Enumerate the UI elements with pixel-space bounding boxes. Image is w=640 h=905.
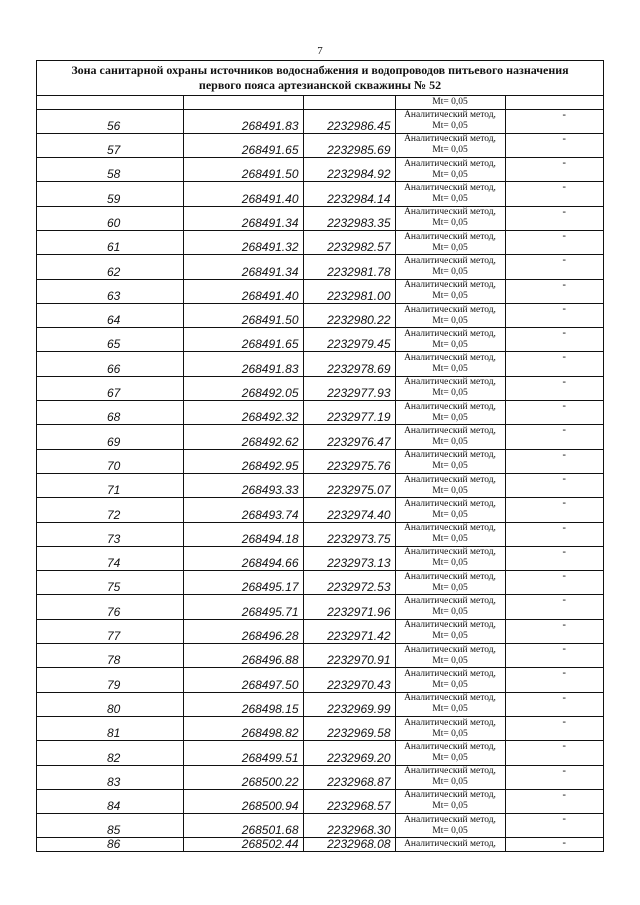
dash-mark: - (562, 400, 567, 413)
point-number: 76 (37, 595, 183, 619)
method-name: Аналитический метод, (404, 717, 496, 728)
dash-mark: - (562, 813, 567, 826)
method-cell (395, 133, 505, 157)
table-row (37, 741, 603, 765)
coord-x: 268491.40 (183, 279, 303, 303)
point-number: 66 (37, 352, 183, 376)
cell-empty (505, 96, 603, 109)
remarks-cell (505, 230, 603, 254)
table-row (37, 109, 603, 133)
method-cell (395, 692, 505, 716)
method-name: Аналитический метод, (404, 814, 496, 825)
method-name: Аналитический метод, (404, 353, 496, 364)
coord-x: 268491.32 (183, 230, 303, 254)
table-row (37, 158, 603, 182)
dash-mark: - (562, 789, 567, 801)
table-row (37, 814, 603, 838)
method-name: Аналитический метод, (404, 231, 496, 242)
coord-y: 2232979.45 (303, 328, 395, 352)
table-row (37, 376, 603, 400)
coord-y: 2232981.78 (303, 255, 395, 279)
point-number: 63 (37, 279, 183, 303)
method-accuracy: Mt= 0,05 (432, 801, 468, 812)
remarks-cell (505, 692, 603, 716)
method-cell (395, 789, 505, 813)
coord-y: 2232968.30 (303, 814, 395, 838)
document-title (37, 61, 603, 96)
point-number: 67 (37, 376, 183, 400)
method-name: Аналитический метод, (404, 571, 496, 582)
remarks-cell (505, 741, 603, 765)
coord-y: 2232971.96 (303, 595, 395, 619)
remarks-cell (505, 473, 603, 497)
method-accuracy: Mt= 0,05 (432, 121, 468, 132)
method-name: Аналитический метод, (404, 304, 496, 315)
method-accuracy: Mt= 0,05 (432, 194, 468, 205)
point-number: 79 (37, 668, 183, 692)
point-number: 58 (37, 158, 183, 182)
method-accuracy: Mt= 0,05 (432, 218, 468, 229)
dash-mark: - (562, 303, 567, 315)
point-number: 77 (37, 619, 183, 643)
point-number: 73 (37, 522, 183, 546)
remarks-cell (505, 644, 603, 668)
method-accuracy: Mt= 0,05 (432, 485, 468, 496)
method-name: Аналитический метод, (404, 158, 496, 169)
coord-x: 268492.62 (183, 425, 303, 449)
title-line-1: Зона санитарной охраны источников водоснабжения и водопроводов питьевого назначения (71, 63, 569, 77)
coord-x: 268495.17 (183, 571, 303, 595)
remarks-cell (505, 133, 603, 157)
coord-y: 2232968.87 (303, 765, 395, 789)
cell-empty (303, 96, 395, 109)
remarks-cell (505, 571, 603, 595)
method-name: Аналитический метод, (404, 668, 496, 679)
method-accuracy: Mt= 0,05 (432, 777, 468, 788)
title-line-2: первого пояса артезианской скважины № 52 (198, 78, 442, 92)
table-row (37, 328, 603, 352)
coord-x: 268501.68 (183, 814, 303, 838)
method-cell (395, 668, 505, 692)
coord-x: 268491.83 (183, 109, 303, 133)
dash-mark: - (562, 279, 567, 291)
table-row (37, 595, 603, 619)
table-row (37, 401, 603, 425)
table-row (37, 449, 603, 473)
point-number: 80 (37, 692, 183, 716)
point-number: 60 (37, 206, 183, 230)
table-row (37, 303, 603, 327)
remarks-cell (505, 279, 603, 303)
dash-mark: - (562, 667, 567, 680)
method-cell (395, 158, 505, 182)
dash-mark: - (562, 594, 567, 607)
table-row (37, 206, 603, 230)
table-row (37, 498, 603, 522)
table-row (37, 133, 603, 157)
coord-y: 2232975.76 (303, 449, 395, 473)
point-number: 82 (37, 741, 183, 765)
coord-y: 2232977.19 (303, 401, 395, 425)
coord-y: 2232968.08 (303, 838, 395, 852)
method-cell (395, 473, 505, 497)
method-accuracy: Mt= 0,05 (432, 679, 468, 690)
dash-mark: - (562, 133, 567, 145)
point-number: 61 (37, 230, 183, 254)
point-number: 65 (37, 328, 183, 352)
coord-x: 268492.05 (183, 376, 303, 400)
coord-y: 2232972.53 (303, 571, 395, 595)
method-cell (395, 255, 505, 279)
remarks-cell (505, 668, 603, 692)
coord-y: 2232970.43 (303, 668, 395, 692)
method-cell (395, 571, 505, 595)
table-row (37, 571, 603, 595)
remarks-cell (505, 522, 603, 546)
table-row (37, 473, 603, 497)
remarks-cell (505, 716, 603, 740)
table-row (37, 668, 603, 692)
coord-x: 268491.34 (183, 206, 303, 230)
dash-mark: - (562, 692, 567, 704)
dash-mark: - (562, 740, 567, 753)
method-name: Аналитический метод, (404, 839, 496, 850)
dash-mark: - (562, 837, 567, 850)
method-accuracy: Mt= 0,05 (432, 631, 468, 642)
method-accuracy: Mt= 0,05 (432, 96, 468, 107)
coord-y: 2232973.13 (303, 546, 395, 570)
coord-x: 268497.50 (183, 668, 303, 692)
method-accuracy: Mt= 0,05 (432, 291, 468, 302)
remarks-cell (505, 546, 603, 570)
table-row (37, 838, 603, 852)
cell-empty (183, 96, 303, 109)
coord-x: 268491.50 (183, 158, 303, 182)
method-accuracy: Mt= 0,05 (432, 412, 468, 423)
method-cell (395, 328, 505, 352)
dash-mark: - (562, 497, 567, 510)
method-cell (395, 303, 505, 327)
remarks-cell (505, 449, 603, 473)
coord-x: 268492.32 (183, 401, 303, 425)
method-cell (395, 96, 505, 109)
dash-mark: - (562, 619, 567, 631)
method-name: Аналитический метод, (404, 134, 496, 145)
table-row (37, 644, 603, 668)
coord-x: 268502.44 (183, 838, 303, 852)
method-cell (395, 498, 505, 522)
table-row (37, 352, 603, 376)
method-accuracy: Mt= 0,05 (432, 509, 468, 520)
coord-y: 2232969.58 (303, 716, 395, 740)
method-accuracy: Mt= 0,05 (432, 534, 468, 545)
method-cell (395, 279, 505, 303)
method-name: Аналитический метод, (404, 498, 496, 509)
remarks-cell (505, 376, 603, 400)
method-cell (395, 716, 505, 740)
coord-x: 268494.18 (183, 522, 303, 546)
dash-mark: - (562, 716, 567, 728)
table-row (37, 765, 603, 789)
method-accuracy: Mt= 0,05 (432, 388, 468, 399)
table-row (37, 546, 603, 570)
point-number: 84 (37, 789, 183, 813)
method-accuracy: Mt= 0,05 (432, 704, 468, 715)
coord-y: 2232969.99 (303, 692, 395, 716)
method-cell (395, 449, 505, 473)
method-name: Аналитический метод, (404, 474, 496, 485)
remarks-cell (505, 789, 603, 813)
remarks-cell (505, 765, 603, 789)
method-accuracy: Mt= 0,05 (432, 461, 468, 472)
method-cell (395, 401, 505, 425)
remarks-cell (505, 498, 603, 522)
method-name: Аналитический метод, (404, 377, 496, 388)
method-accuracy: Mt= 0,05 (432, 169, 468, 180)
method-cell (395, 182, 505, 206)
point-number: 74 (37, 546, 183, 570)
dash-mark: - (562, 230, 567, 242)
coordinates-sheet (36, 60, 604, 852)
coord-y: 2232968.57 (303, 789, 395, 813)
coord-y: 2232974.40 (303, 498, 395, 522)
point-number: 85 (37, 814, 183, 838)
point-number: 56 (37, 109, 183, 133)
method-cell (395, 765, 505, 789)
method-cell (395, 814, 505, 838)
method-cell (395, 352, 505, 376)
table-row (37, 716, 603, 740)
cell-empty (37, 96, 183, 109)
coord-y: 2232977.93 (303, 376, 395, 400)
method-cell (395, 838, 505, 852)
method-name: Аналитический метод, (404, 620, 496, 631)
coord-y: 2232986.45 (303, 109, 395, 133)
table-row (37, 425, 603, 449)
coord-x: 268493.74 (183, 498, 303, 522)
method-accuracy: Mt= 0,05 (432, 266, 468, 277)
point-number: 81 (37, 716, 183, 740)
method-name: Аналитический метод, (404, 450, 496, 461)
table-row (37, 692, 603, 716)
coord-x: 268498.15 (183, 692, 303, 716)
point-number: 71 (37, 473, 183, 497)
table-row (37, 230, 603, 254)
method-name: Аналитический метод, (404, 207, 496, 218)
dash-mark: - (562, 181, 567, 194)
point-number: 69 (37, 425, 183, 449)
remarks-cell (505, 158, 603, 182)
remarks-cell (505, 425, 603, 449)
method-name: Аналитический метод, (404, 110, 496, 121)
coord-x: 268492.95 (183, 449, 303, 473)
method-name: Аналитический метод, (404, 766, 496, 777)
method-accuracy: Mt= 0,05 (432, 437, 468, 447)
table-row-continuation (37, 96, 603, 109)
point-number: 57 (37, 133, 183, 157)
method-name: Аналитический метод, (404, 547, 496, 558)
method-cell (395, 546, 505, 570)
remarks-cell (505, 182, 603, 206)
coord-x: 268495.71 (183, 595, 303, 619)
coord-y: 2232985.69 (303, 133, 395, 157)
dash-mark: - (562, 424, 567, 437)
method-accuracy: Mt= 0,05 (432, 655, 468, 666)
table-row (37, 619, 603, 643)
coord-y: 2232981.00 (303, 279, 395, 303)
coord-y: 2232980.22 (303, 303, 395, 327)
coord-y: 2232984.92 (303, 158, 395, 182)
remarks-cell (505, 352, 603, 376)
remarks-cell (505, 595, 603, 619)
dash-mark: - (562, 376, 567, 388)
method-cell (395, 230, 505, 254)
coord-x: 268493.33 (183, 473, 303, 497)
method-name: Аналитический метод, (404, 523, 496, 534)
coord-x: 268496.28 (183, 619, 303, 643)
coord-x: 268500.22 (183, 765, 303, 789)
coord-x: 268491.83 (183, 352, 303, 376)
point-number: 72 (37, 498, 183, 522)
coord-x: 268491.65 (183, 328, 303, 352)
method-accuracy: Mt= 0,05 (432, 364, 468, 375)
coord-x: 268496.88 (183, 644, 303, 668)
point-number: 59 (37, 182, 183, 206)
point-number: 64 (37, 303, 183, 327)
method-name: Аналитический метод, (404, 644, 496, 655)
table-row (37, 279, 603, 303)
coord-x: 268491.34 (183, 255, 303, 279)
dash-mark: - (562, 109, 567, 121)
method-cell (395, 206, 505, 230)
page-number: 7 (317, 45, 323, 57)
coord-y: 2232982.57 (303, 230, 395, 254)
coordinates-table (37, 96, 603, 851)
dash-mark: - (562, 351, 567, 364)
dash-mark: - (562, 206, 567, 218)
dash-mark: - (562, 157, 567, 170)
remarks-cell (505, 838, 603, 852)
coord-y: 2232970.91 (303, 644, 395, 668)
table-row (37, 789, 603, 813)
method-accuracy: Mt= 0,05 (432, 558, 468, 569)
method-name: Аналитический метод, (404, 328, 496, 339)
method-name: Аналитический метод, (404, 693, 496, 704)
coord-y: 2232976.47 (303, 425, 395, 449)
method-accuracy: Mt= 0,05 (432, 315, 468, 326)
method-name: Аналитический метод, (404, 741, 496, 752)
dash-mark: - (562, 449, 567, 461)
table-row (37, 522, 603, 546)
method-accuracy: Mt= 0,05 (432, 752, 468, 763)
method-accuracy: Mt= 0,05 (432, 242, 468, 253)
method-name: Аналитический метод, (404, 401, 496, 412)
coordinates-table-body (37, 96, 603, 851)
dash-mark: - (562, 570, 567, 583)
dash-mark: - (562, 546, 567, 558)
coord-y: 2232983.35 (303, 206, 395, 230)
coord-x: 268494.66 (183, 546, 303, 570)
method-name: Аналитический метод, (404, 255, 496, 266)
point-number: 75 (37, 571, 183, 595)
table-row (37, 182, 603, 206)
coord-y: 2232975.07 (303, 473, 395, 497)
coord-y: 2232973.75 (303, 522, 395, 546)
coord-x: 268498.82 (183, 716, 303, 740)
remarks-cell (505, 206, 603, 230)
point-number: 78 (37, 644, 183, 668)
coord-x: 268491.65 (183, 133, 303, 157)
point-number: 68 (37, 401, 183, 425)
remarks-cell (505, 619, 603, 643)
method-name: Аналитический метод, (404, 426, 496, 436)
coord-y: 2232969.20 (303, 741, 395, 765)
method-accuracy: Mt= 0,05 (432, 582, 468, 593)
method-accuracy: Mt= 0,05 (432, 825, 468, 836)
dash-mark: - (562, 327, 567, 340)
remarks-cell (505, 303, 603, 327)
dash-mark: - (562, 473, 567, 485)
coord-x: 268491.50 (183, 303, 303, 327)
method-cell (395, 376, 505, 400)
dash-mark: - (562, 765, 567, 777)
remarks-cell (505, 109, 603, 133)
method-cell (395, 595, 505, 619)
dash-mark: - (562, 643, 567, 656)
coord-y: 2232978.69 (303, 352, 395, 376)
method-cell (395, 644, 505, 668)
coord-y: 2232984.14 (303, 182, 395, 206)
point-number: 70 (37, 449, 183, 473)
method-cell (395, 425, 505, 449)
table-row (37, 255, 603, 279)
point-number: 86 (37, 838, 183, 852)
method-cell (395, 109, 505, 133)
coord-x: 268500.94 (183, 789, 303, 813)
coord-x: 268491.40 (183, 182, 303, 206)
remarks-cell (505, 401, 603, 425)
method-accuracy: Mt= 0,05 (432, 145, 468, 156)
remarks-cell (505, 255, 603, 279)
method-accuracy: Mt= 0,05 (432, 728, 468, 739)
method-accuracy: Mt= 0,05 (432, 339, 468, 350)
method-name: Аналитический метод, (404, 790, 496, 801)
remarks-cell (505, 328, 603, 352)
method-cell (395, 741, 505, 765)
method-accuracy: Mt= 0,05 (432, 607, 468, 618)
method-name: Аналитический метод, (404, 596, 496, 607)
remarks-cell (505, 814, 603, 838)
method-cell (395, 619, 505, 643)
point-number: 62 (37, 255, 183, 279)
method-name: Аналитический метод, (404, 280, 496, 291)
coord-y: 2232971.42 (303, 619, 395, 643)
dash-mark: - (562, 254, 567, 267)
method-name: Аналитический метод, (404, 183, 496, 194)
point-number: 83 (37, 765, 183, 789)
coord-x: 268499.51 (183, 741, 303, 765)
method-cell (395, 522, 505, 546)
dash-mark: - (562, 522, 567, 534)
